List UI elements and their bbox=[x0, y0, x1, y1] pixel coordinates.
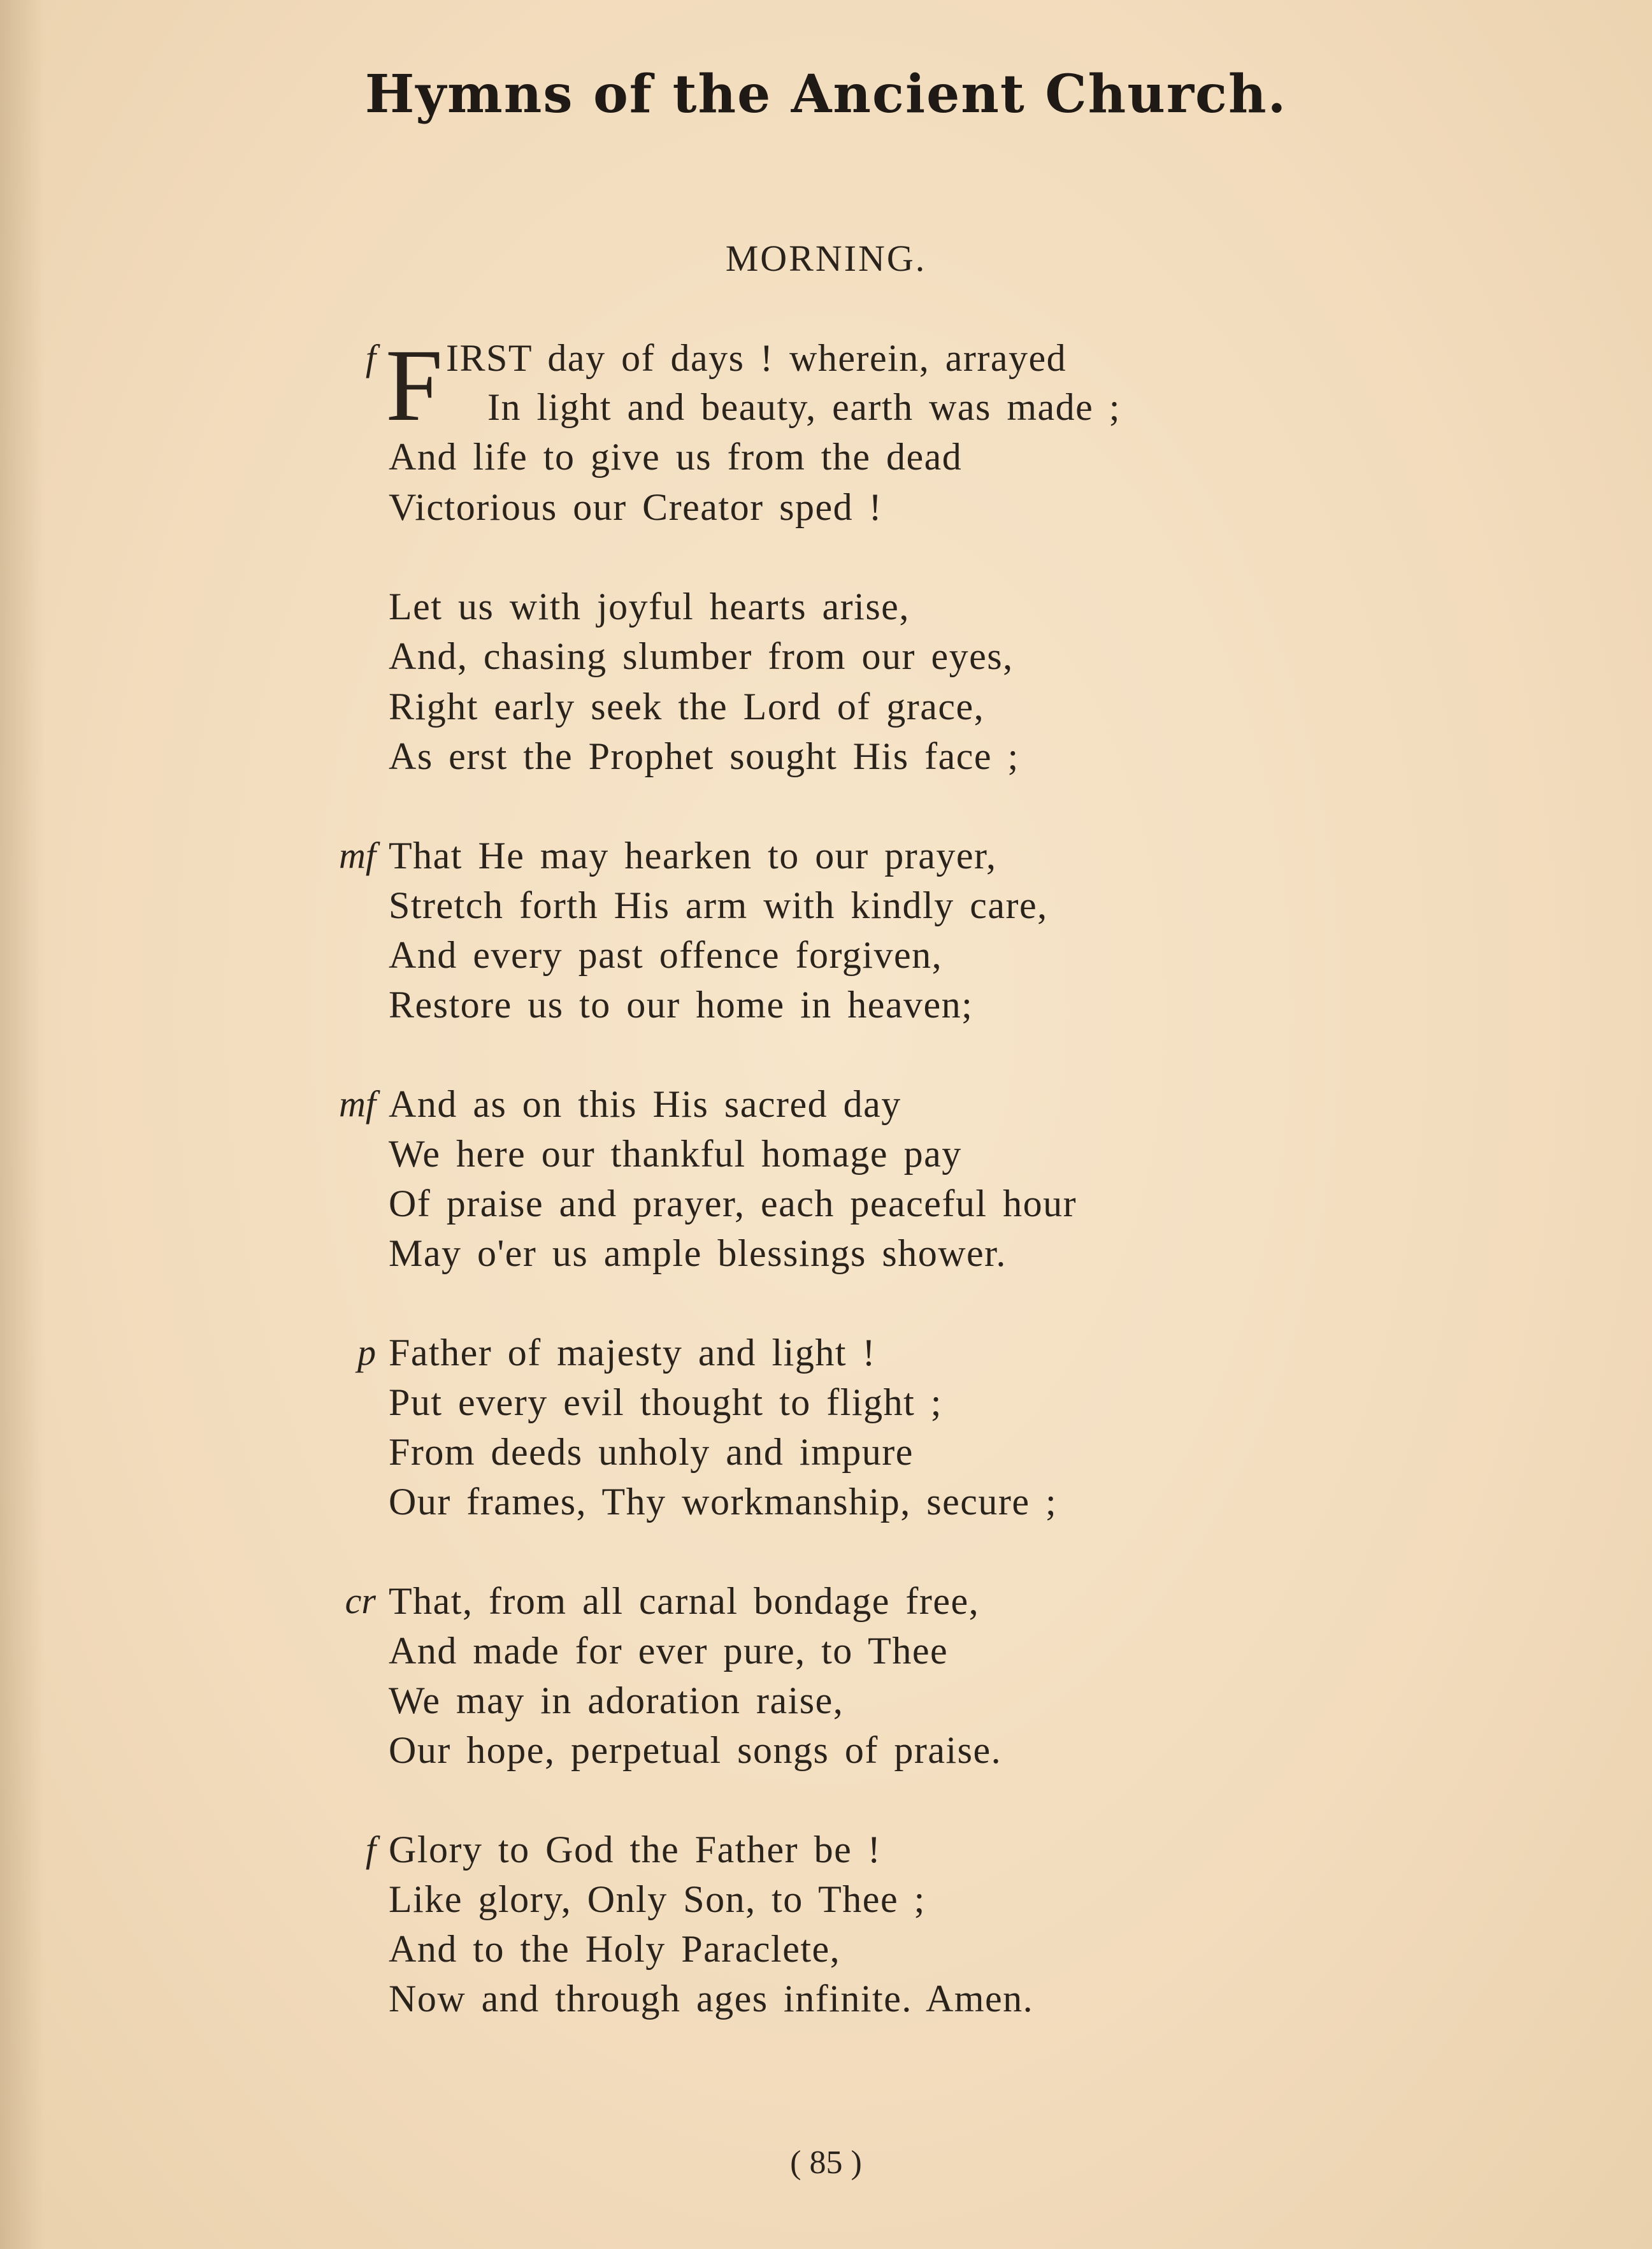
dynamic-mark: mf bbox=[339, 835, 376, 876]
drop-cap: F bbox=[385, 329, 443, 443]
verse-line: Our frames, Thy workmanship, secure ; bbox=[389, 1481, 1058, 1523]
verse-line: We here our thankful homage pay bbox=[389, 1133, 962, 1175]
verse-line: Right early seek the Lord of grace, bbox=[389, 686, 985, 728]
verse-line: Stretch forth His arm with kindly care, bbox=[389, 884, 1048, 926]
verse-line: Restore us to our home in heaven; bbox=[389, 984, 973, 1026]
verse-line: Now and through ages infinite. Amen. bbox=[389, 1978, 1034, 2020]
verse-line: We may in adoration raise, bbox=[389, 1679, 844, 1721]
verse-line: And to the Holy Paraclete, bbox=[389, 1928, 841, 1970]
dynamic-mark: f bbox=[365, 1829, 376, 1870]
verse-line: Our hope, perpetual songs of praise. bbox=[389, 1729, 1002, 1771]
verse-line: Put every evil thought to flight ; bbox=[389, 1381, 942, 1423]
verse-line: That He may hearken to our prayer, bbox=[389, 835, 997, 877]
running-head: Hymns of the Ancient Church. bbox=[364, 64, 1288, 125]
binding-shadow bbox=[0, 0, 45, 2249]
verse-line: From deeds unholy and impure bbox=[389, 1431, 914, 1473]
verse-line: Father of majesty and light ! bbox=[389, 1332, 877, 1374]
dynamic-mark: p bbox=[357, 1332, 376, 1373]
verse-line: IRST day of days ! wherein, arrayed bbox=[446, 337, 1067, 379]
verse-line: Of praise and prayer, each peaceful hour bbox=[389, 1182, 1077, 1225]
verse-line: Like glory, Only Son, to Thee ; bbox=[389, 1878, 926, 1920]
hymn-title: MORNING. bbox=[725, 238, 927, 279]
dynamic-mark: f bbox=[365, 337, 376, 378]
dynamic-mark: cr bbox=[345, 1580, 376, 1621]
verse-line: And, chasing slumber from our eyes, bbox=[389, 635, 1014, 677]
dynamic-mark: mf bbox=[339, 1083, 376, 1124]
verse-line: Glory to God the Father be ! bbox=[389, 1829, 882, 1871]
verse-line: And made for ever pure, to Thee bbox=[389, 1630, 949, 1672]
verse-line: In light and beauty, earth was made ; bbox=[487, 386, 1121, 428]
verse-line: And every past offence forgiven, bbox=[389, 934, 943, 976]
verse-line: And life to give us from the dead bbox=[389, 436, 963, 478]
verse-line: Let us with joyful hearts arise, bbox=[389, 586, 910, 628]
page-number: ( 85 ) bbox=[790, 2145, 862, 2181]
verse-line: That, from all carnal bondage free, bbox=[389, 1580, 980, 1622]
verse-line: As erst the Prophet sought His face ; bbox=[389, 735, 1019, 777]
verse-line: Victorious our Creator sped ! bbox=[389, 486, 883, 528]
verse-line: And as on this His sacred day bbox=[389, 1083, 901, 1125]
verse-line: May o'er us ample blessings shower. bbox=[389, 1232, 1007, 1274]
